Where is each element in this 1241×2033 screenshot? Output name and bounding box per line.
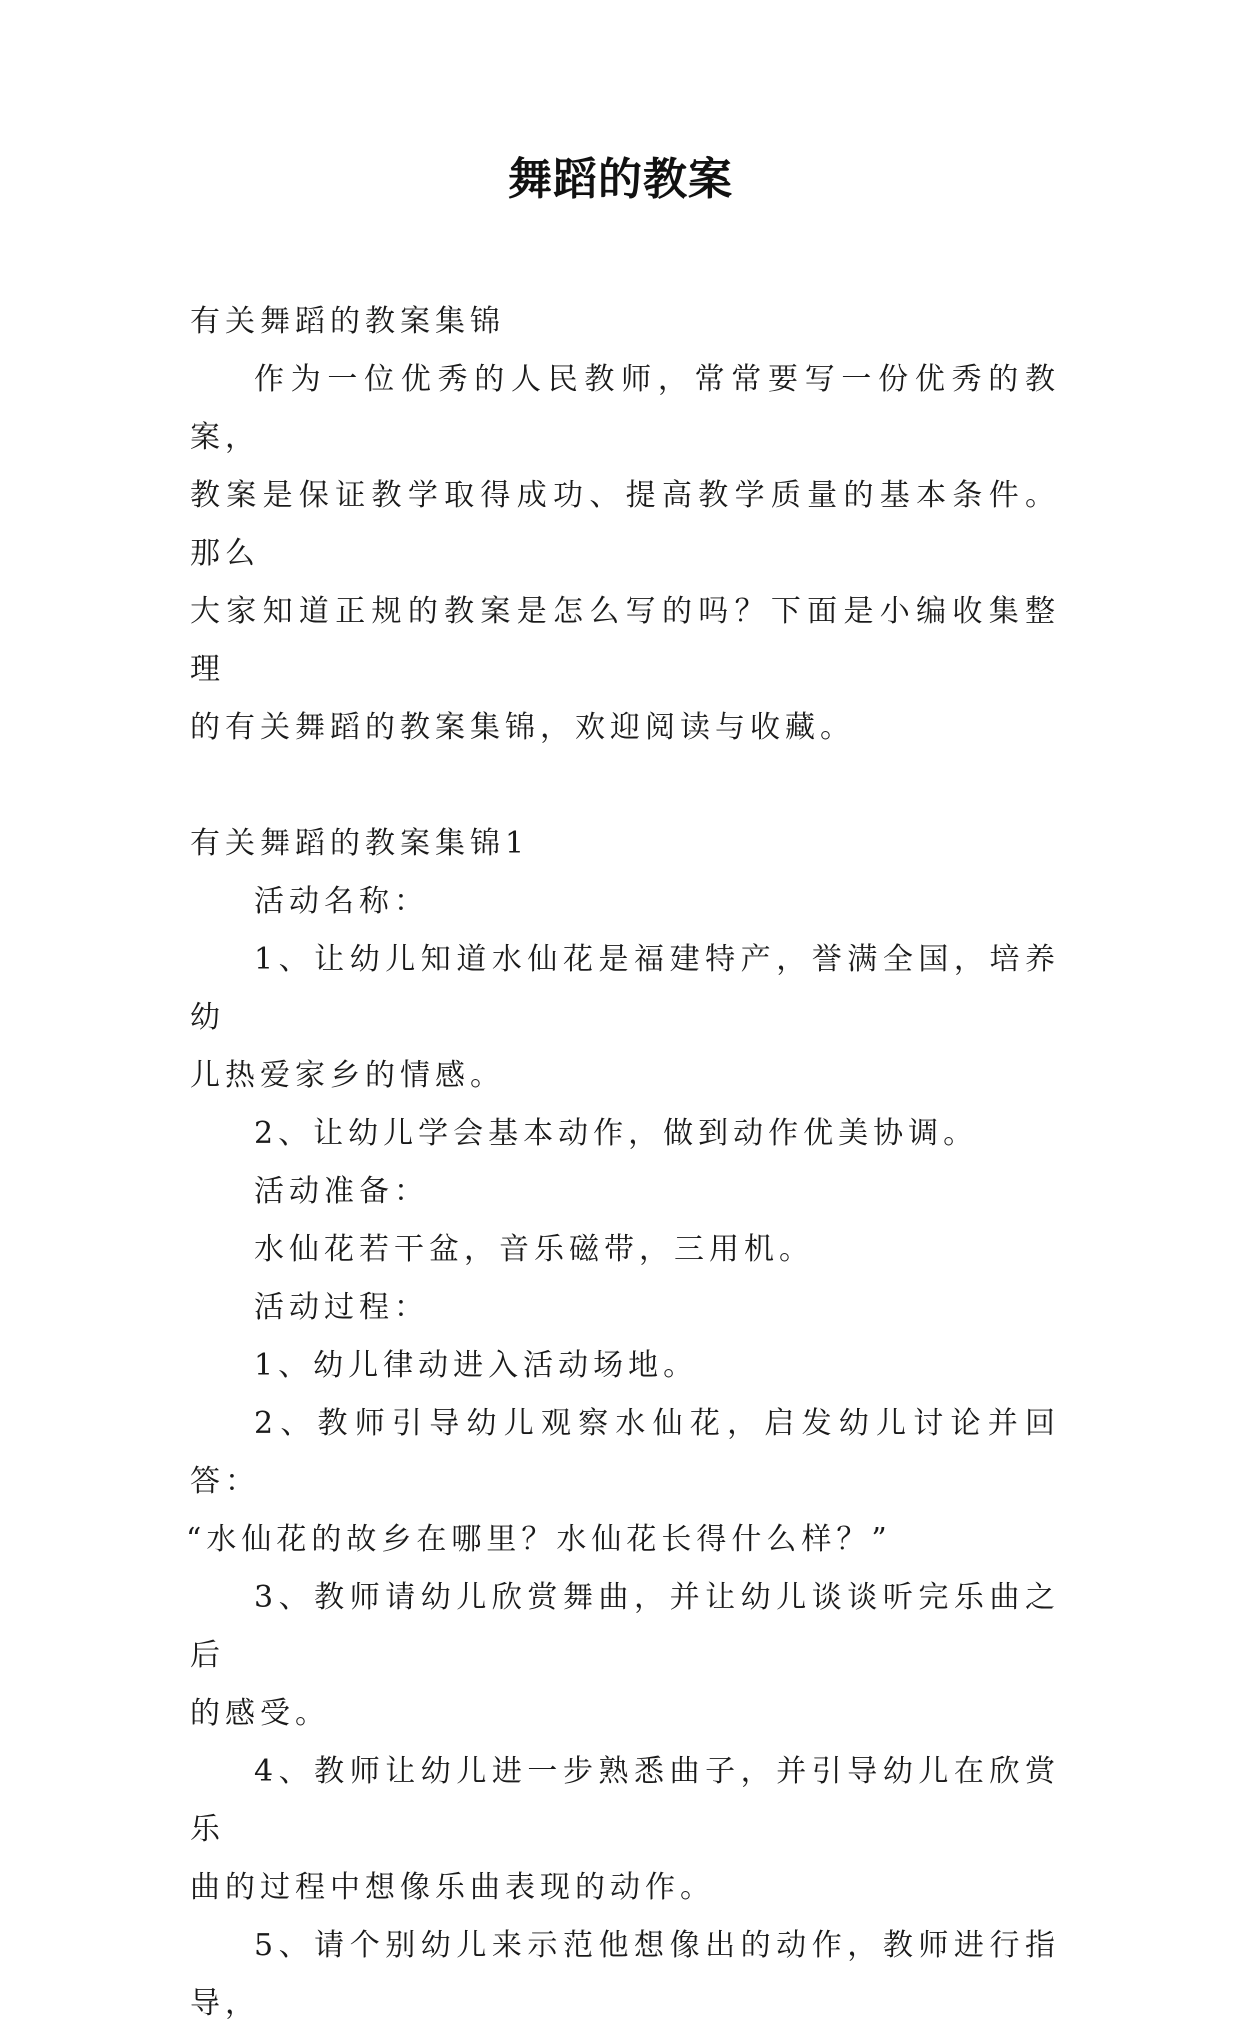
step-4-line-2: 曲的过程中想像乐曲表现的动作。 [190,1870,715,1905]
prep-text: 水仙花若干盆，音乐磁带，三用机。 [254,1232,814,1267]
step-5-line-1: 5、请个别幼儿来示范他想像出的动作，教师进行指导， [190,1928,1060,2021]
goal-1-line-2: 儿热爱家乡的情感。 [190,1058,505,1093]
intro-line-4: 的有关舞蹈的教案集锦，欢迎阅读与收藏。 [190,710,855,745]
process-label: 活动过程： [254,1290,429,1325]
document-body [186,293,1060,2033]
step-2-line-1: 2、教师引导幼儿观察水仙花，启发幼儿讨论并回答： [190,1406,1060,1499]
prep-label: 活动准备： [254,1174,429,1209]
document-title: 舞蹈的教案 [508,154,733,205]
activity-name-label: 活动名称： [254,884,429,919]
step-3-line-1: 3、教师请幼儿欣赏舞曲，并让幼儿谈谈听完乐曲之后 [190,1580,1060,1673]
step-2-line-2: “水仙花的故乡在哪里？水仙花长得什么样？” [186,1522,892,1557]
step-4-line-1: 4、教师让幼儿进一步熟悉曲子，并引导幼儿在欣赏乐 [190,1754,1060,1847]
intro-line-3: 大家知道正规的教案是怎么写的吗？下面是小编收集整理 [190,594,1060,687]
subtitle: 有关舞蹈的教案集锦 [190,304,505,339]
step-1: 1、幼儿律动进入活动场地。 [254,1348,699,1383]
section-heading: 有关舞蹈的教案集锦1 [190,826,530,861]
step-3-line-2: 的感受。 [190,1696,330,1731]
paragraph-spacer [190,757,1060,815]
goal-2: 2、让幼儿学会基本动作，做到动作优美协调。 [254,1116,979,1151]
goal-1-line-1: 1、让幼儿知道水仙花是福建特产，誉满全国，培养幼 [190,942,1060,1035]
intro-line-1: 作为一位优秀的人民教师，常常要写一份优秀的教案， [190,362,1060,455]
intro-line-2: 教案是保证教学取得成功、提高教学质量的基本条件。那么 [190,478,1060,571]
